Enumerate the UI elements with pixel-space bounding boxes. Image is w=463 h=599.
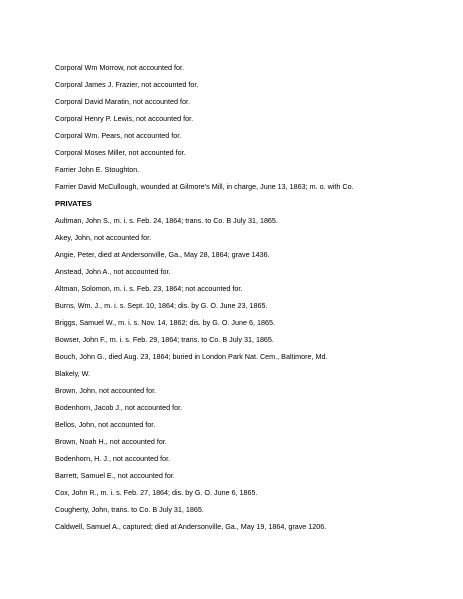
roster-entry: Corporal Wm Morrow, not accounted for. — [55, 63, 185, 72]
roster-entry: Bellos, John, not accounted for. — [55, 420, 156, 429]
roster-entry: Brown, Noah H., not accounted for. — [55, 437, 167, 446]
roster-entry: Farrier John E. Stoughton. — [55, 165, 140, 174]
roster-entry: Corporal Henry P. Lewis, not accounted for. — [55, 114, 194, 123]
roster-entry: Angie, Peter, died at Andersonville, Ga., May 28, 1864; grave 1436. — [55, 250, 270, 259]
roster-entry: Anstead, John A., not accounted for. — [55, 267, 171, 276]
roster-list — [55, 61, 455, 537]
roster-entry: Bouch, John G., died Aug. 23, 1864; buried in London Park Nat. Cem., Baltimore, Md. — [55, 352, 328, 361]
roster-entry: Blakely, W. — [55, 369, 91, 378]
roster-entry: Bodenhorn, H. J., not accounted for. — [55, 454, 171, 463]
roster-entry: Bowser, John F., m. i. s. Feb. 29, 1864; trans. to Co. B July 31, 1865. — [55, 335, 274, 344]
roster-entry: Corporal Wm. Pears, not accounted for. — [55, 131, 182, 140]
roster-entry: Caldwell, Samuel A., captured; died at Andersonville, Ga., May 19, 1864, grave 1206. — [55, 522, 327, 531]
roster-entry: Cox, John R., m. i. s. Feb. 27, 1864; dis. by G. O. June 6, 1865. — [55, 488, 258, 497]
roster-entry: Burns, Wm. J., m. i. s. Sept. 10, 1864; dis. by G. O. June 23, 1865. — [55, 301, 268, 310]
roster-entry: Akey, John, not accounted for. — [55, 233, 152, 242]
roster-entry: Bodenhorn, Jacob J., not accounted for. — [55, 403, 183, 412]
roster-entry: Corporal James J. Frazier, not accounted for. — [55, 80, 199, 89]
roster-entry: Cougherty, John, trans. to Co. B July 31, 1865. — [55, 505, 204, 514]
roster-entry: Aultman, John S., m. i. s. Feb. 24, 1864; trans. to Co. B July 31, 1865. — [55, 216, 278, 225]
roster-entry: Corporal Moses Miller, not accounted for. — [55, 148, 186, 157]
roster-entry: Brown, John, not accounted for. — [55, 386, 157, 395]
roster-entry: Altman, Solomon, m. i. s. Feb. 23, 1864; not accounted for. — [55, 284, 243, 293]
roster-entry: Corporal David Maratin, not accounted for. — [55, 97, 191, 106]
roster-entry: Barrett, Samuel E., not accounted for. — [55, 471, 175, 480]
section-heading: PRIVATES — [55, 199, 92, 208]
roster-entry: Briggs, Samuel W., m. i. s. Nov. 14, 1862; dis. by G. O. June 6, 1865. — [55, 318, 275, 327]
roster-entry: Farrier David McCullough, wounded at Gilmore's Mill, in charge, June 13, 1863; m. o. with Co. — [55, 182, 354, 191]
